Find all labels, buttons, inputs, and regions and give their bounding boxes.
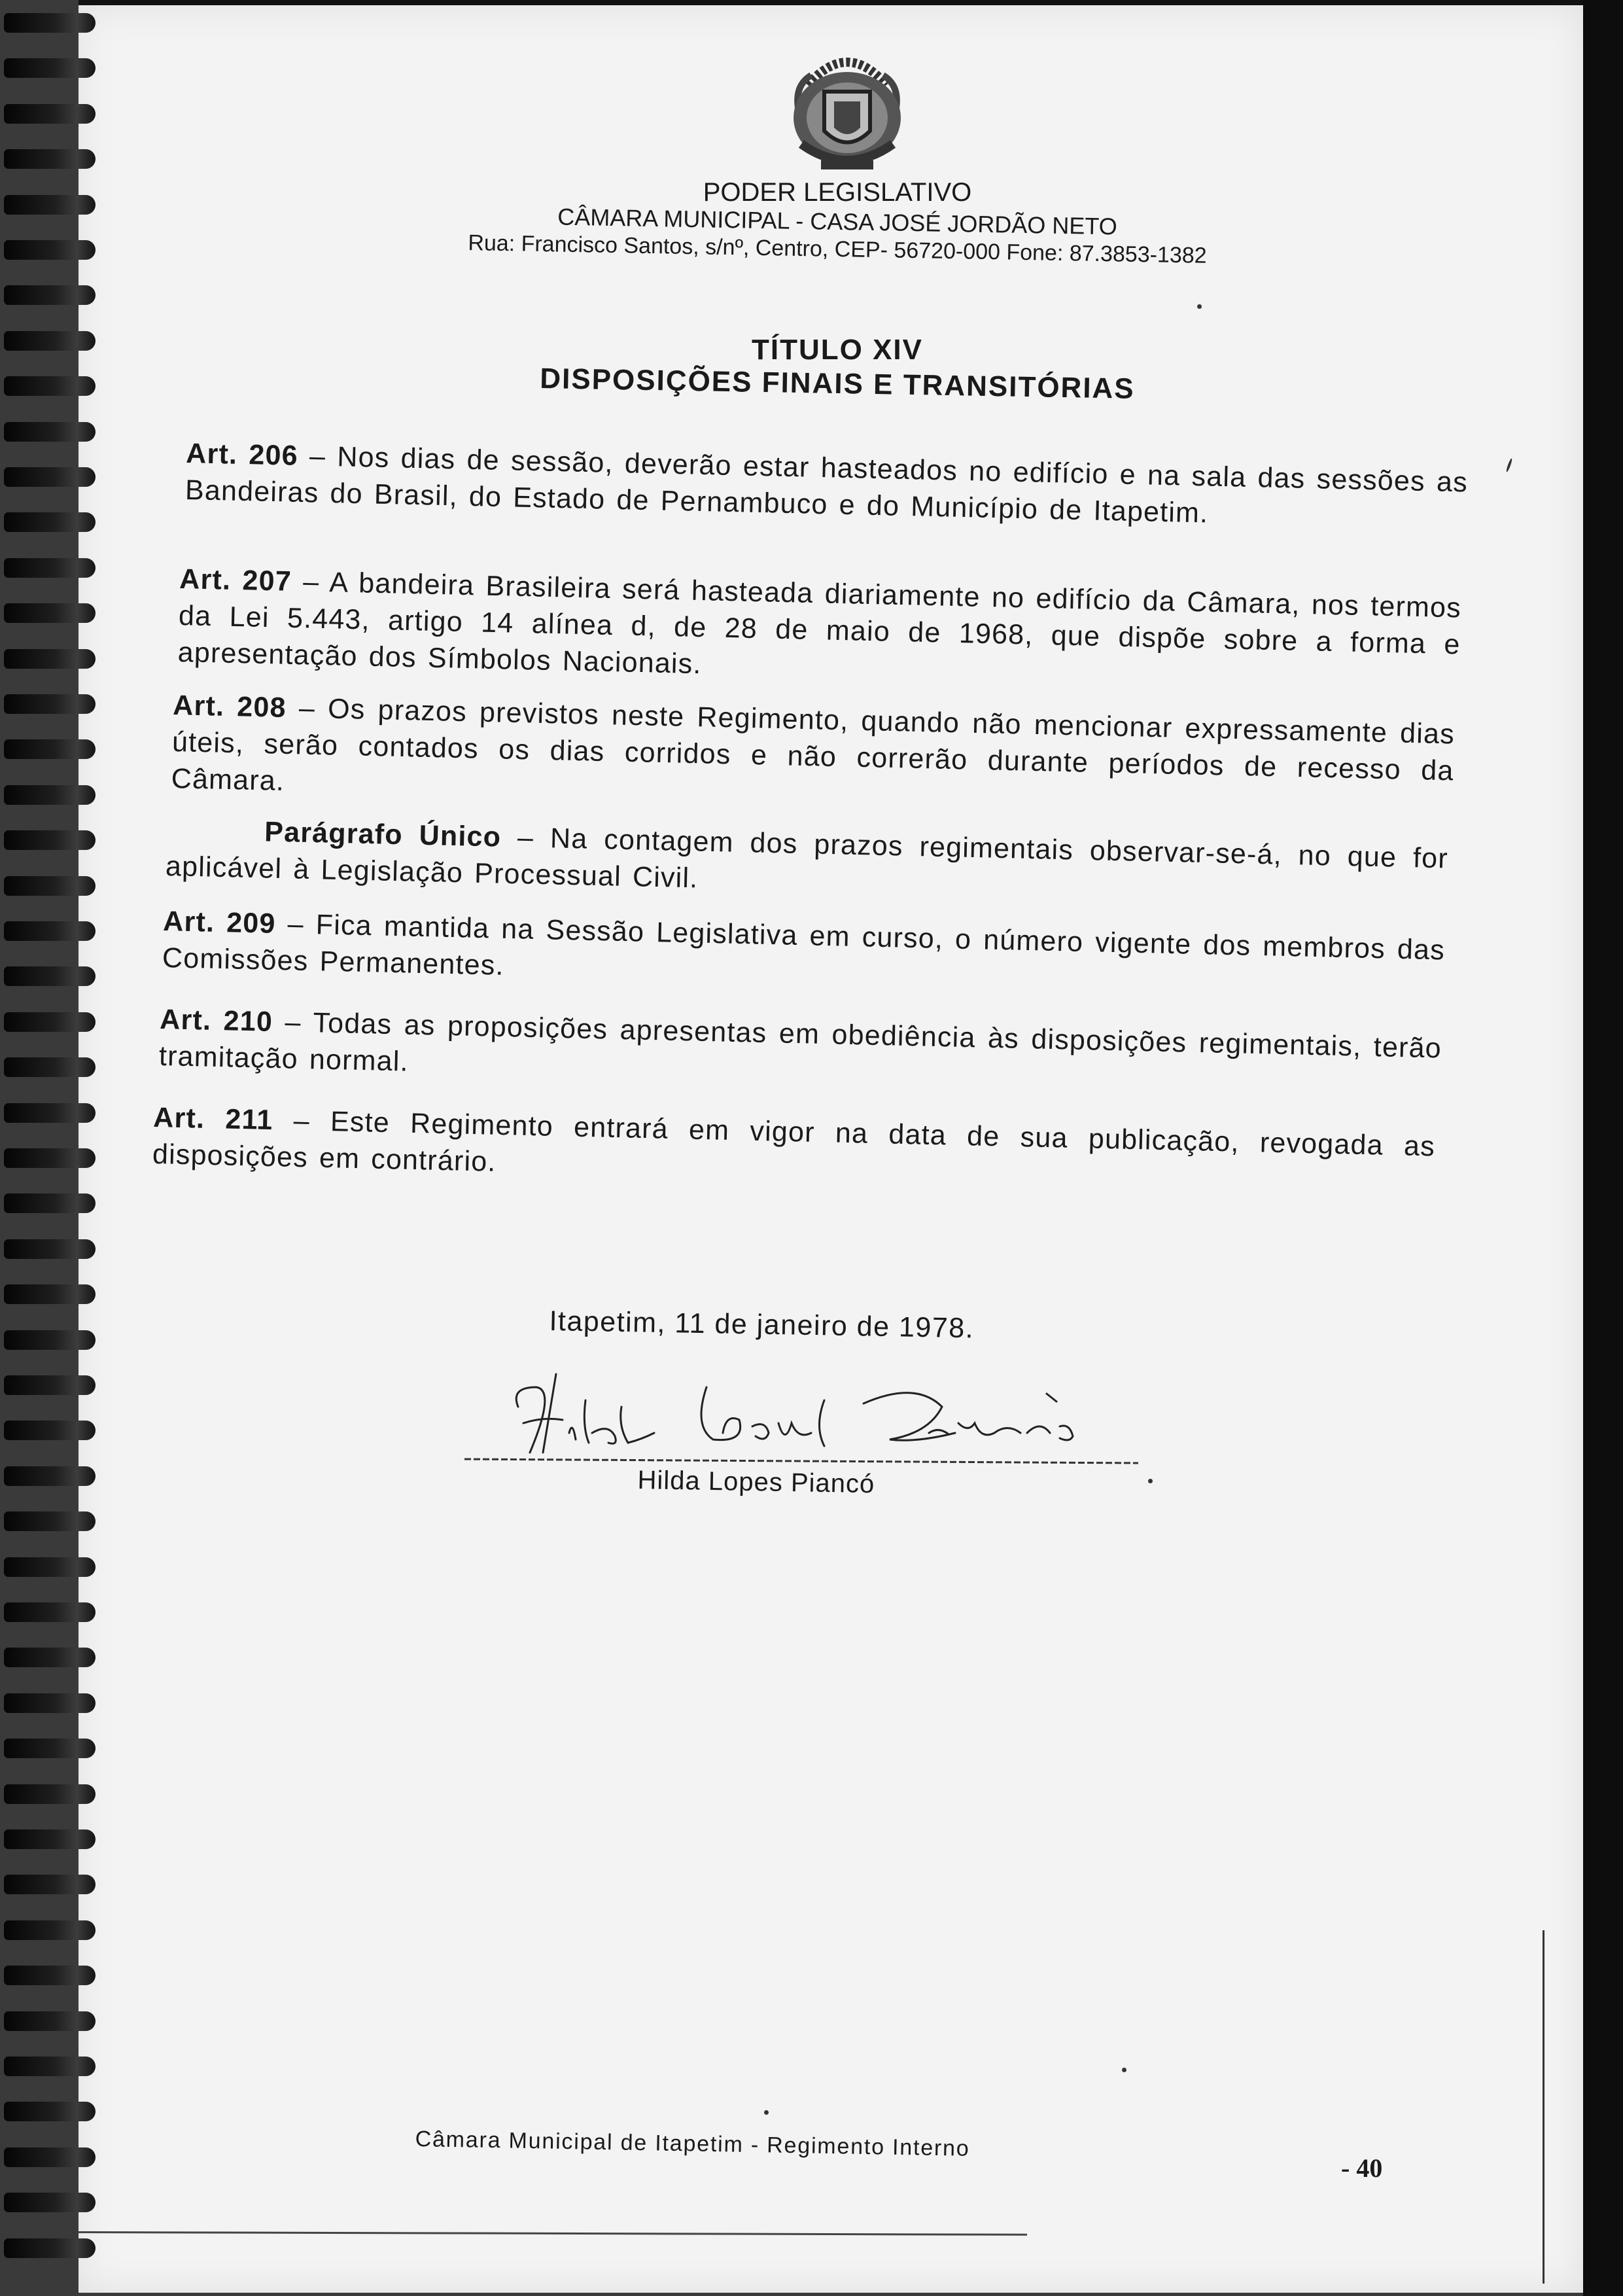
- binding-ring: [4, 1693, 96, 1713]
- binding-ring: [4, 966, 96, 986]
- binding-ring: [4, 1421, 96, 1440]
- article-label: Art. 209: [162, 905, 277, 940]
- binding-ring: [4, 1784, 96, 1804]
- binding-ring: [4, 195, 96, 215]
- article-label: Parágrafo Único: [264, 816, 502, 853]
- binding-ring: [4, 2238, 96, 2258]
- binding-ring: [4, 331, 96, 351]
- binding-ring: [4, 104, 96, 124]
- header-address: Rua: Francisco Santos, s/nº, Centro, CEP- 56720-000 Fone: 87.3853-1382: [468, 230, 1207, 268]
- binding-ring: [4, 2193, 96, 2212]
- page-right-shadow: [1583, 0, 1623, 2296]
- scan-speck: [1148, 1479, 1153, 1483]
- scan-speck: [1122, 2068, 1126, 2072]
- binding-ring: [4, 1511, 96, 1531]
- binding-ring: [4, 1829, 96, 1849]
- binding-ring: [4, 694, 96, 714]
- article-label: Art. 207: [179, 563, 292, 597]
- scan-speck: [764, 2110, 769, 2115]
- binding-ring: [4, 2102, 96, 2121]
- coat-of-arms-seal: [782, 46, 913, 183]
- article-label: Art. 208: [172, 689, 287, 724]
- margin-rule: [1543, 1930, 1544, 2284]
- binding-ring: [4, 739, 96, 759]
- handwritten-signature: [458, 1361, 1151, 1479]
- binding-ring: [4, 558, 96, 578]
- binding-ring: [4, 1103, 96, 1123]
- header-title: PODER LEGISLATIVO: [703, 178, 972, 207]
- footer-text: Câmara Municipal de Itapetim - Regimento Interno: [415, 2127, 970, 2161]
- binding-ring: [4, 376, 96, 396]
- article-text: – A bandeira Brasileira será hasteada diariamente no edifício da Câmara, nos termos da Lei 5.443, artigo 14 alínea d, de 28 de maio de 1968, que dispõe sobre a forma e apresentação dos Símbolos Nacionais.: [177, 566, 1462, 680]
- binding-ring: [4, 240, 96, 260]
- scan-speck: [1197, 304, 1202, 309]
- binding-ring: [4, 1557, 96, 1577]
- binding-ring: [4, 649, 96, 669]
- article-text: – Fica mantida na Sessão Legislativa em curso, o número vigente dos membros das Comissões Permanentes.: [162, 908, 1446, 981]
- binding-ring: [4, 1920, 96, 1940]
- binding-ring: [4, 2011, 96, 2031]
- binding-ring: [4, 1602, 96, 1622]
- binding-ring: [4, 1375, 96, 1395]
- header-subtitle: CÂMARA MUNICIPAL - CASA JOSÉ JORDÃO NETO: [557, 203, 1118, 240]
- binding-ring: [4, 830, 96, 850]
- binding-ring: [4, 422, 96, 442]
- binding-ring: [4, 1739, 96, 1758]
- article-label: Art. 211: [152, 1101, 273, 1137]
- page-number: - 40: [1341, 2153, 1383, 2183]
- binding-ring: [4, 1966, 96, 1985]
- article-label: Art. 206: [185, 437, 299, 472]
- binding-ring: [4, 2057, 96, 2076]
- article-text: – Nos dias de sessão, deverão estar hasteados no edifício e na sala das sessões as Bandeiras do Brasil, do Estado de Pernambuco e do Município de Itapetim.: [184, 440, 1469, 529]
- article-text: – Todas as proposições apresentas em obediência às disposições regimentais, terão tramitação normal.: [158, 1006, 1442, 1078]
- binding-ring: [4, 1239, 96, 1259]
- article-label: Art. 210: [159, 1003, 273, 1038]
- binding-ring: [4, 785, 96, 805]
- binding-ring: [4, 13, 96, 33]
- date-line: Itapetim, 11 de janeiro de 1978.: [549, 1305, 975, 1345]
- binding-ring: [4, 921, 96, 941]
- binding-ring: [4, 1648, 96, 1667]
- binding-ring: [4, 2147, 96, 2167]
- binding-ring: [4, 1466, 96, 1486]
- binding-ring: [4, 149, 96, 169]
- article-text: – Este Regimento entrará em vigor na data de sua publicação, revogada as disposições em contrário.: [152, 1104, 1436, 1178]
- binding-ring: [4, 1875, 96, 1894]
- spiral-binding: [0, 0, 105, 2296]
- binding-ring: [4, 1057, 96, 1077]
- binding-ring: [4, 58, 96, 78]
- binding-ring: [4, 603, 96, 623]
- binding-ring: [4, 1330, 96, 1350]
- binding-ring: [4, 1193, 96, 1213]
- article-text: – Os prazos previstos neste Regimento, quando não mencionar expressamente dias úteis, serão contados os dias corridos e não correrão durante períodos de recesso da Câmara.: [171, 692, 1456, 797]
- section-subtitle: DISPOSIÇÕES FINAIS E TRANSITÓRIAS: [539, 362, 1136, 405]
- section-title: TÍTULO XIV: [752, 334, 923, 366]
- binding-ring: [4, 876, 96, 896]
- binding-ring: [4, 467, 96, 487]
- binding-ring: [4, 285, 96, 305]
- binding-ring: [4, 1284, 96, 1304]
- article-text: – Na contagem dos prazos regimentais observar-se-á, no que for aplicável à Legislação Processual Civil.: [165, 822, 1449, 894]
- binding-ring: [4, 512, 96, 532]
- signer-name: Hilda Lopes Piancó: [637, 1466, 875, 1499]
- binding-ring: [4, 1012, 96, 1032]
- binding-ring: [4, 1148, 96, 1168]
